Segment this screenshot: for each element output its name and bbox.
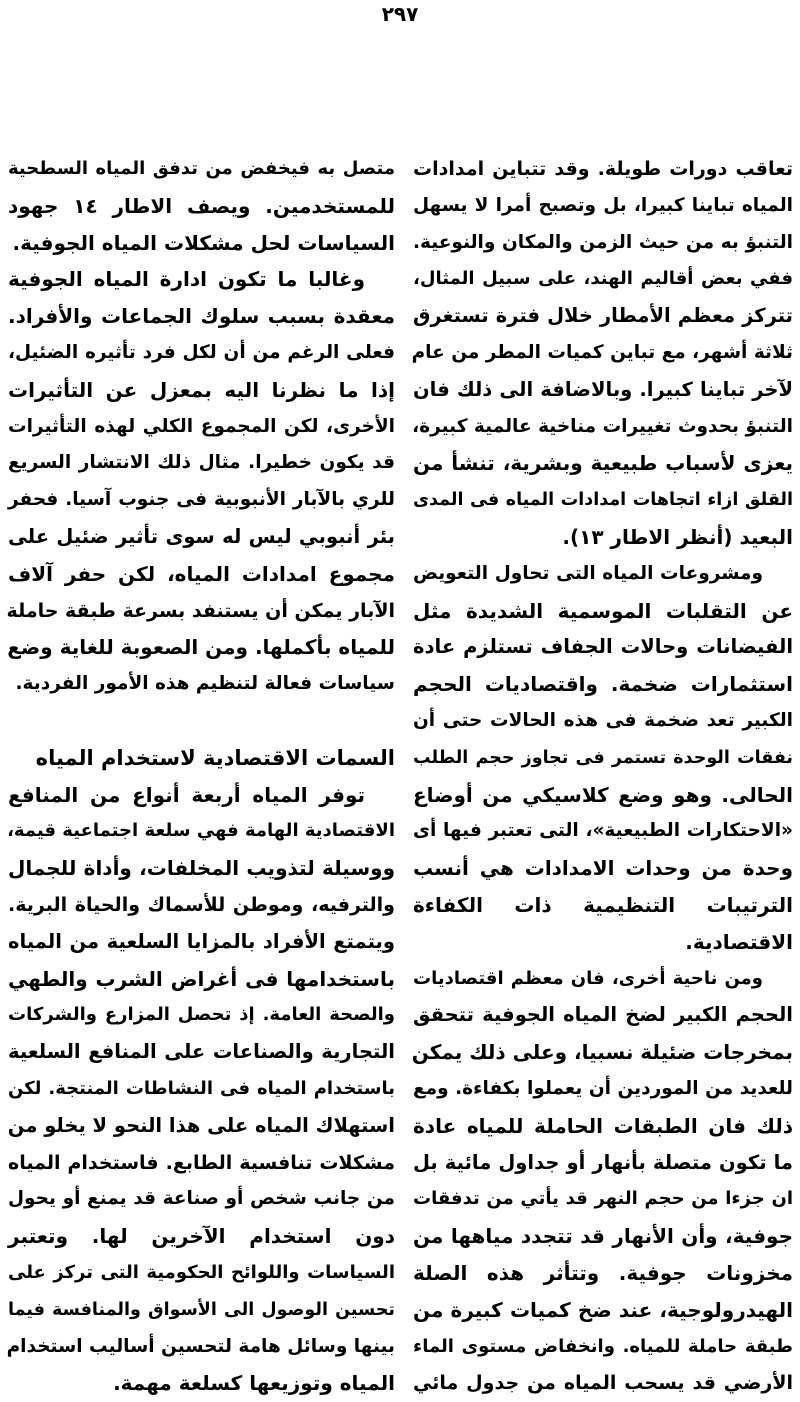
- text-line: الحالى. وهو وضع كلاسيكي من أوضاع: [413, 782, 793, 807]
- text-line: وغالبا ما تكون ادارة المياه الجوفية: [8, 267, 365, 292]
- text-line: ففي بعض أقاليم الهند، على سبيل المثال،: [413, 268, 793, 290]
- text-line: والصحة العامة. إذ تحصل المزارع والشركات: [8, 1004, 395, 1026]
- text-line: الهيدرولوجية، عند ضخ كميات كبيرة من: [413, 1297, 793, 1322]
- text-line: الفيضانات وحالات الجفاف تستلزم عادة: [413, 635, 793, 659]
- text-line: المياه تباينا كبيرا، بل وتصبح أمرا لا يسهل: [413, 194, 793, 216]
- text-line: للمياه بأكملها. ومن الصعوبة للغاية وضع: [7, 635, 395, 660]
- text-line: توفر المياه أربعة أنواع من المنافع: [8, 782, 365, 807]
- text-line: متصل به فيخفض من تدفق المياه السطحية: [8, 158, 395, 179]
- text-line: الأرضي قد يسحب المياه من جدول مائي: [413, 1372, 793, 1395]
- text-line: معقدة بسبب سلوك الجماعات والأفراد.: [8, 304, 395, 329]
- text-line: الأخرى، لكن المجموع الكلي لهذه التأثيرات: [8, 415, 395, 437]
- text-line: التنبؤ به من حيث الزمن والمكان والنوعية.: [413, 231, 793, 253]
- text-line: تعاقب دورات طويلة. وقد تتباين امدادات: [413, 158, 793, 180]
- left-column: [8, 151, 395, 1402]
- text-line: باستخدامها فى أغراض الشرب والطهي: [8, 966, 395, 991]
- text-line: مخزونات جوفية. وتتأثر هذه الصلة: [413, 1260, 793, 1285]
- text-line: ثلاثة أشهر، مع تباين كميات المطر من عام: [411, 341, 793, 363]
- blank-line: [8, 703, 395, 740]
- text-line: مشكلات تنافسية الطابع. فاستخدام المياه: [8, 1151, 395, 1174]
- text-line: استهلاك المياه على هذا النحو لا يخلو من: [7, 1113, 395, 1137]
- text-line: السياسات لحل مشكلات المياه الجوفية.: [12, 230, 395, 255]
- text-line: فعلى الرغم من أن لكل فرد تأثيره الضئيل،: [8, 341, 395, 363]
- text-line: تحسين الوصول الى الأسواق والمنافسة فيما: [8, 1299, 395, 1320]
- text-line: الاقتصادية.: [685, 929, 793, 954]
- text-line: بينها وسائل هامة لتحسين أساليب استخدام: [6, 1335, 395, 1357]
- text-line: وحدة من وحدات الامدادات هي أنسب: [413, 856, 793, 881]
- text-line: جوفية، وأن الأنهار قد تتجدد مياهها من: [413, 1224, 793, 1249]
- text-line: ووسيلة لتذويب المخلفات، وأداة للجمال: [8, 856, 395, 881]
- section-heading: السمات الاقتصادية لاستخدام المياه: [35, 745, 395, 770]
- right-column: [413, 151, 793, 1402]
- text-line: لآخر تباينا كبيرا. وبالاضافة الى ذلك فان: [413, 377, 793, 401]
- text-line: الاقتصادية الهامة فهي سلعة اجتماعية قيمة،: [7, 820, 395, 842]
- text-line: ومن ناحية أخرى، فان معظم اقتصاديات: [413, 967, 763, 989]
- text-line: السياسات واللوائح الحكومية التى تركز على: [8, 1261, 395, 1283]
- text-line: بئر أنبوبي ليس له سوى تأثير ضئيل على: [8, 524, 395, 548]
- text-line: الكبير تعد ضخمة فى هذه الحالات حتى أن: [413, 709, 793, 731]
- text-line: سياسات فعالة لتنظيم هذه الأمور الفردية.: [15, 673, 395, 695]
- text-line: ما تكون متصلة بأنهار أو جداول مائية بل: [413, 1150, 793, 1174]
- text-line: المياه وتوزيعها كسلعة مهمة.: [113, 1371, 395, 1396]
- text-line: طبقة حاملة للمياه. وانخفاض مستوى الماء: [413, 1335, 793, 1357]
- page-number: ٢٩٧: [381, 2, 419, 26]
- text-line: ويتمتع الأفراد بالمزايا السلعية من المياه: [8, 929, 395, 953]
- text-line: ذلك فان الطبقات الحاملة للمياه عادة: [413, 1113, 793, 1138]
- text-line: من جانب شخص أو صناعة قد يمنع أو يحول: [8, 1188, 395, 1210]
- text-line: بمخرجات ضئيلة نسبيا، وعلى ذلك يمكن: [411, 1040, 793, 1065]
- text-line: الترتيبات التنظيمية ذات الكفاءة: [413, 892, 793, 917]
- text-line: مجموع امدادات المياه، لكن حفر آلاف: [8, 561, 395, 586]
- text-line: التنبؤ بحدوث تغييرات مناخية عالمية كبيرة،: [412, 415, 793, 437]
- text-line: البعيد (أنظر الاطار ١٣).: [562, 524, 793, 549]
- text-line: القلق ازاء اتجاهات امدادات المياه فى المدى: [413, 490, 793, 511]
- text-line: الآبار يمكن أن يستنفد بسرعة طبقة حاملة: [6, 599, 395, 622]
- text-line: الحجم الكبير لضخ المياه الجوفية تتحقق: [413, 1003, 793, 1027]
- text-line: «الاحتكارات الطبيعية»، التى تعتبر فيها أى: [413, 820, 793, 842]
- text-line: تتركز معظم الأمطار خلال فترة تستغرق: [413, 304, 793, 328]
- text-line: استثمارات ضخمة. واقتصاديات الحجم: [413, 672, 793, 697]
- text-line: ان جزءا من حجم النهر قد يأتي من تدفقات: [413, 1188, 793, 1210]
- text-line: للري بالآبار الأنبوبية فى جنوب آسيا. فحفر: [8, 489, 395, 511]
- text-line: قد يكون خطيرا. مثال ذلك الانتشار السريع: [8, 452, 395, 474]
- text-line: عن التقلبات الموسمية الشديدة مثل: [413, 598, 793, 623]
- text-line: نفقات الوحدة تستمر فى تجاوز حجم الطلب: [413, 747, 793, 768]
- text-line: إذا ما نظرنا اليه بمعزل عن التأثيرات: [8, 377, 395, 402]
- text-line: للعديد من الموردين أن يعملوا بكفاءة. ومع: [413, 1077, 793, 1099]
- text-line: التجارية والصناعات على المنافع السلعية: [8, 1040, 395, 1064]
- text-line: والترفيه، وموطن للأسماك والحياة البرية.: [8, 893, 395, 916]
- text-line: دون استخدام الآخرين لها. وتعتبر: [8, 1224, 395, 1249]
- text-line: باستخدام المياه فى النشاطات المنتجة. لكن: [8, 1077, 395, 1099]
- text-line: ومشروعات المياه التى تحاول التعويض: [413, 562, 763, 584]
- text-line: للمستخدمين. ويصف الاطار ١٤ جهود: [8, 193, 395, 218]
- text-line: يعزى لأسباب طبيعية وبشرية، تنشأ من: [413, 451, 793, 476]
